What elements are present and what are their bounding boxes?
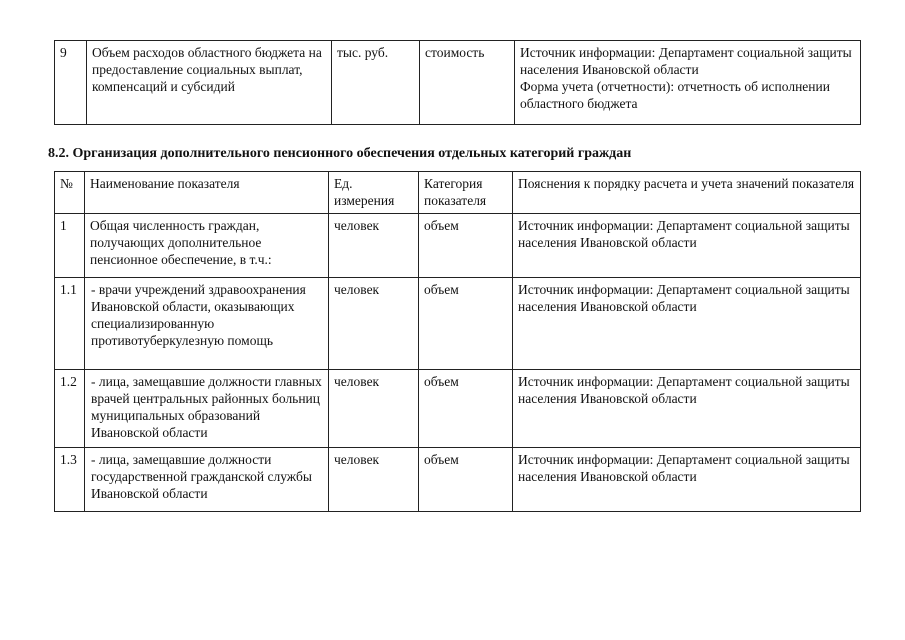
unit-of-measure: человек (329, 214, 419, 278)
pension-indicators-table (54, 171, 861, 512)
calculation-notes: Источник информации: Департамент социальной защиты населения Ивановской области (513, 448, 861, 512)
calculation-notes: Источник информации: Департамент социальной защиты населения Ивановской области (513, 278, 861, 370)
header-category: Категория показателя (419, 172, 513, 214)
indicator-name: Объем расходов областного бюджета на предоставление социальных выплат, компенсаций и субсидий (87, 41, 332, 125)
notes-reporting-form: Форма учета (отчетности): отчетность об исполнении областного бюджета (520, 79, 830, 111)
table-row (55, 448, 861, 512)
row-number: 1.2 (55, 370, 85, 448)
unit-of-measure: тыс. руб. (332, 41, 420, 125)
row-number: 1 (55, 214, 85, 278)
table-row (55, 41, 861, 125)
row-number: 1.1 (55, 278, 85, 370)
header-notes: Пояснения к порядку расчета и учета значений показателя (513, 172, 861, 214)
table-row (55, 214, 861, 278)
indicator-name: - лица, замещавшие должности государственной гражданской службы Ивановской области (85, 448, 329, 512)
row-number: 9 (55, 41, 87, 125)
calculation-notes: Источник информации: Департамент социальной защиты населения Ивановской области (513, 370, 861, 448)
header-unit: Ед. измерения (329, 172, 419, 214)
expenses-table (54, 40, 861, 125)
unit-of-measure: человек (329, 370, 419, 448)
section-heading: 8.2. Организация дополнительного пенсионного обеспечения отдельных категорий граждан (48, 146, 632, 161)
indicator-name: - врачи учреждений здравоохранения Ивановской области, оказывающих специализированную противотуберкулезную помощь (85, 278, 329, 370)
indicator-name: Общая численность граждан, получающих дополнительное пенсионное обеспечение, в т.ч.: (85, 214, 329, 278)
row-number: 1.3 (55, 448, 85, 512)
indicator-name: - лица, замещавшие должности главных врачей центральных районных больниц муниципальных образований Ивановской области (85, 370, 329, 448)
unit-of-measure: человек (329, 278, 419, 370)
indicator-category: стоимость (420, 41, 515, 125)
calculation-notes: Источник информации: Департамент социальной защиты населения Ивановской области (513, 214, 861, 278)
header-number: № (55, 172, 85, 214)
indicator-category: объем (419, 214, 513, 278)
table-row (55, 370, 861, 448)
notes-source: Источник информации: Департамент социальной защиты населения Ивановской области (520, 45, 852, 77)
table-row (55, 278, 861, 370)
table-header-row (55, 172, 861, 214)
indicator-category: объем (419, 448, 513, 512)
header-name: Наименование показателя (85, 172, 329, 214)
calculation-notes (515, 41, 861, 125)
indicator-category: объем (419, 278, 513, 370)
indicator-category: объем (419, 370, 513, 448)
unit-of-measure: человек (329, 448, 419, 512)
